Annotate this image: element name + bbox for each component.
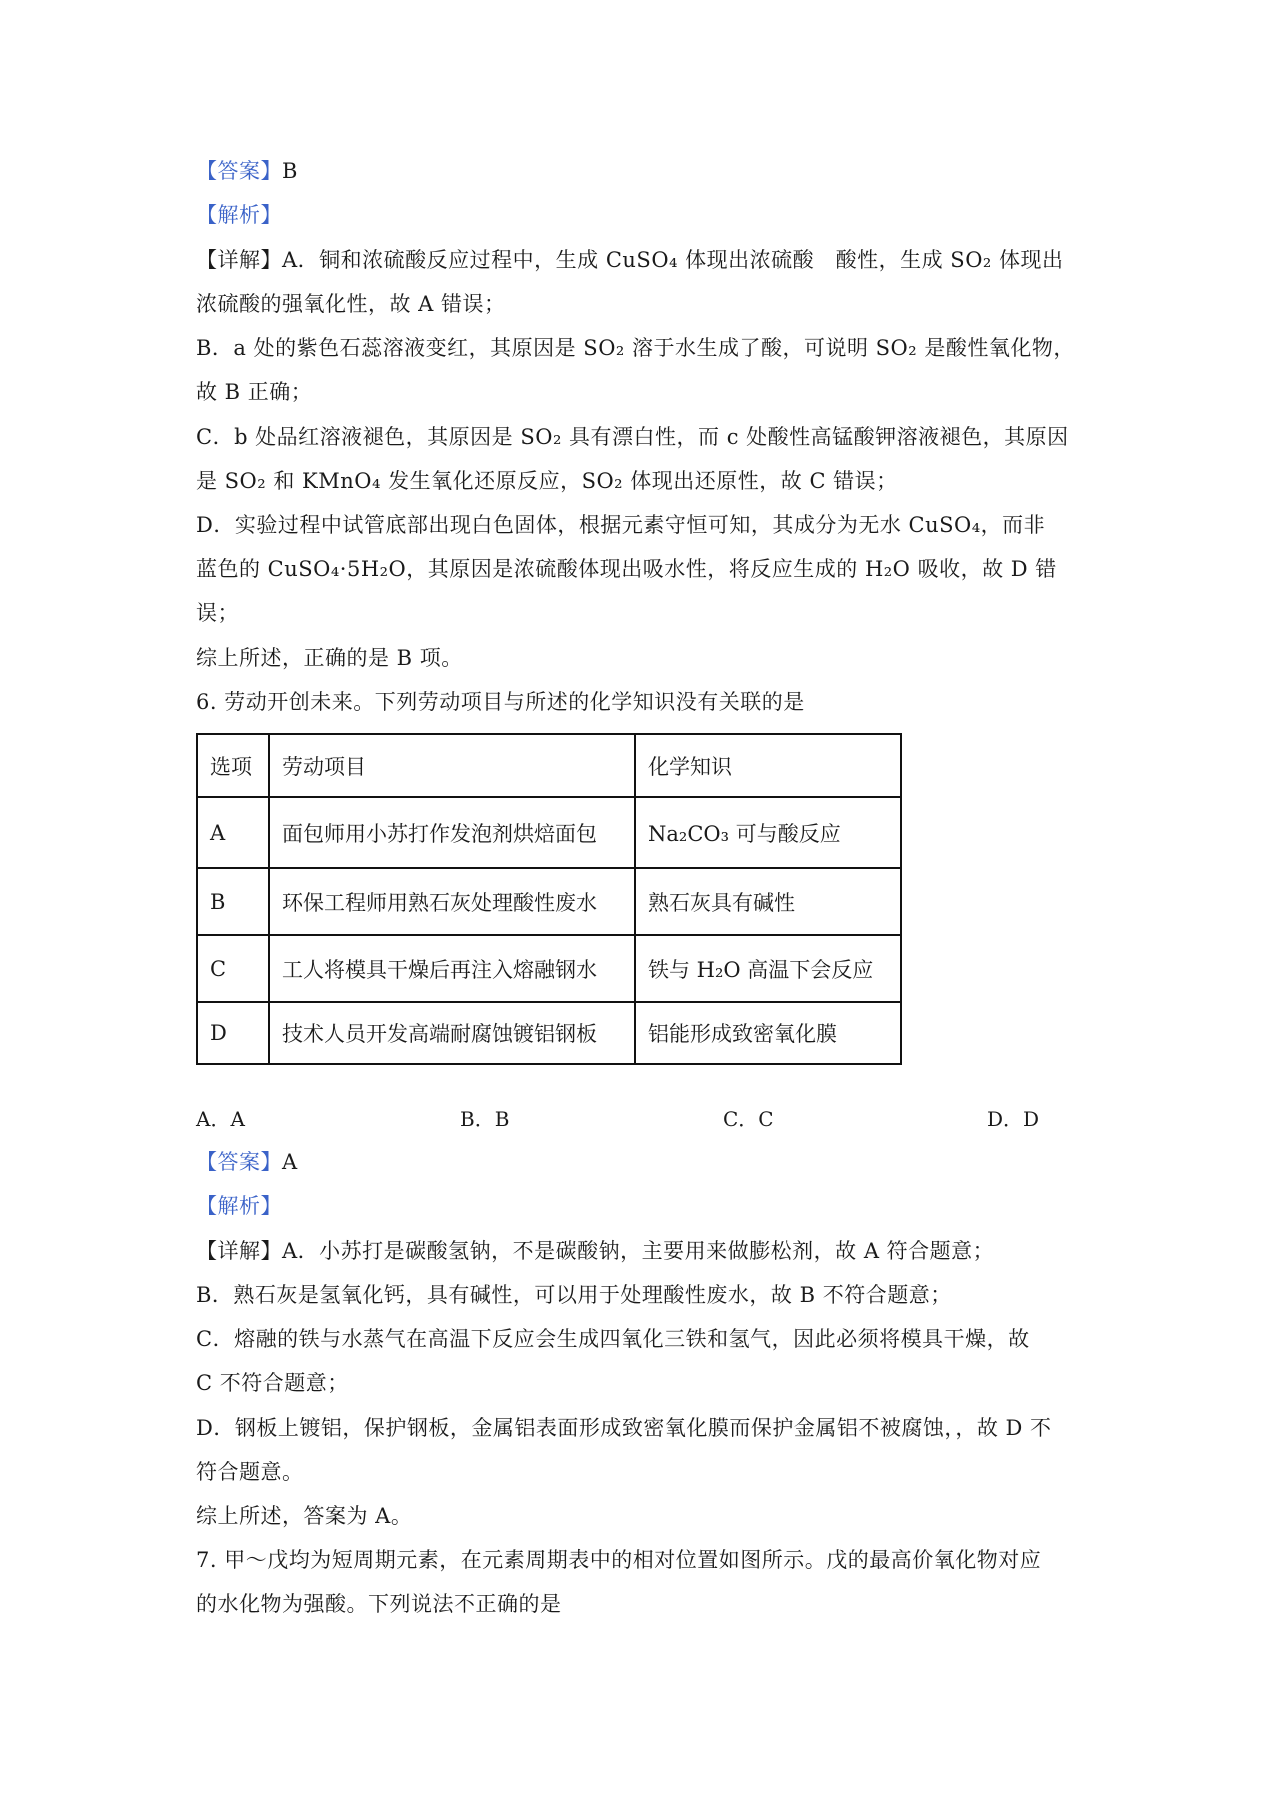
q7-line: 的水化物为强酸。下列说法不正确的是 <box>196 1592 562 1616</box>
q6-analysis-label: 【解析】 <box>196 1194 282 1218</box>
answer-label: 【答案】 <box>196 159 282 183</box>
q5-line: D．实验过程中试管底部出现白色固体，根据元素守恒可知，其成分为无水 CuSO₄，而非 <box>196 513 1046 537</box>
table-cell: 铁与 H₂O 高温下会反应 <box>635 935 901 1002</box>
table-cell: Na₂CO₃ 可与酸反应 <box>635 797 901 868</box>
header-cell: 化学知识 <box>635 734 901 797</box>
answer-value: B <box>282 159 298 183</box>
table-cell: 熟石灰具有碱性 <box>635 868 901 935</box>
option-c: C．C <box>723 1107 774 1131</box>
q5-line: 综上所述，正确的是 B 项。 <box>196 646 463 670</box>
q6-line: D．钢板上镀铝，保护钢板，金属铝表面形成致密氧化膜而保护金属铝不被腐蚀，，故 D 不 <box>196 1416 1052 1440</box>
q6-line: C．熔融的铁与水蒸气在高温下反应会生成四氧化三铁和氢气，因此必须将模具干燥，故 <box>196 1327 1030 1351</box>
table-cell: B <box>197 868 269 935</box>
q6-line: 【详解】A．小苏打是碳酸氢钠，不是碳酸钠，主要用来做膨松剂，故 A 符合题意； <box>196 1239 995 1263</box>
q6-table <box>196 733 902 1065</box>
table-cell: C <box>197 935 269 1002</box>
header-cell: 劳动项目 <box>269 734 635 797</box>
q6-line: 符合题意。 <box>196 1460 304 1484</box>
q5-line: 是 SO₂ 和 KMnO₄ 发生氧化还原反应，SO₂ 体现出还原性，故 C 错误； <box>196 469 898 493</box>
q5-line: 故 B 正确； <box>196 380 313 404</box>
option-b: B．B <box>460 1107 510 1131</box>
table-row <box>197 868 901 935</box>
q6-line: B．熟石灰是氢氧化钙，具有碱性，可以用于处理酸性废水，故 B 不符合题意； <box>196 1283 952 1307</box>
q5-line: C．b 处品红溶液褪色，其原因是 SO₂ 具有漂白性，而 c 处酸性高锰酸钾溶液褪色，其原因 <box>196 425 1069 449</box>
q5-answer <box>196 157 298 185</box>
option-d: D．D <box>987 1107 1040 1131</box>
table-cell: 铝能形成致密氧化膜 <box>635 1002 901 1064</box>
table-cell: 工人将模具干燥后再注入熔融钢水 <box>269 935 635 1002</box>
q7-line: 7. 甲～戊均为短周期元素，在元素周期表中的相对位置如图所示。戊的最高价氧化物对应 <box>196 1548 1042 1572</box>
table-row <box>197 797 901 868</box>
q5-line: 蓝色的 CuSO₄·5H₂O，其原因是浓硫酸体现出吸水性，将反应生成的 H₂O 吸收，故 D 错 <box>196 557 1057 581</box>
table-header-row <box>197 734 901 797</box>
option-a: A．A <box>196 1107 245 1131</box>
table-cell: 环保工程师用熟石灰处理酸性废水 <box>269 868 635 935</box>
q5-line: 【详解】A．铜和浓硫酸反应过程中，生成 CuSO₄ 体现出浓硫酸 酸性，生成 SO₂ 体现出 <box>196 248 1064 272</box>
table-cell: A <box>197 797 269 868</box>
q6-answer <box>196 1148 298 1176</box>
table-cell: 技术人员开发高端耐腐蚀镀铝钢板 <box>269 1002 635 1064</box>
answer-label: 【答案】 <box>196 1150 282 1174</box>
q5-line: B．a 处的紫色石蕊溶液变红，其原因是 SO₂ 溶于水生成了酸，可说明 SO₂ 是酸性氧化物， <box>196 336 1075 360</box>
table-cell: 面包师用小苏打作发泡剂烘焙面包 <box>269 797 635 868</box>
table-row <box>197 1002 901 1064</box>
q6-line: 综上所述，答案为 A。 <box>196 1504 413 1528</box>
table-cell: D <box>197 1002 269 1064</box>
q6-line: C 不符合题意； <box>196 1371 349 1395</box>
q5-line: 误； <box>196 601 239 625</box>
answer-value: A <box>282 1150 298 1174</box>
q6-stem: 6. 劳动开创未来。下列劳动项目与所述的化学知识没有关联的是 <box>196 690 805 714</box>
q5-line: 浓硫酸的强氧化性，故 A 错误； <box>196 292 506 316</box>
q5-analysis-label: 【解析】 <box>196 203 282 227</box>
header-cell: 选项 <box>197 734 269 797</box>
table-row <box>197 935 901 1002</box>
